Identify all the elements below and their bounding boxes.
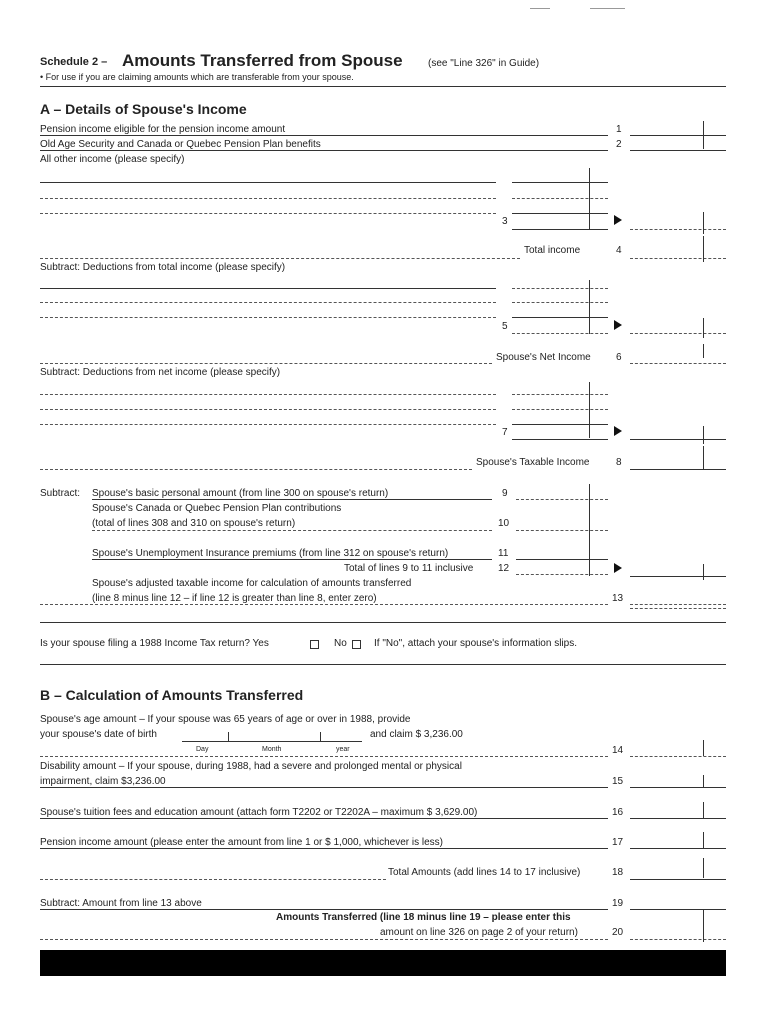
carry-over-arrow-icon [614,426,622,436]
oas-label: Old Age Security and Canada or Quebec Pension Plan benefits [40,139,321,150]
line-number-18: 18 [612,867,624,878]
line-2-input[interactable] [630,150,726,151]
cents-divider [703,426,704,444]
line-number-13: 13 [612,593,624,604]
year-caption: year [336,746,350,753]
line-3-carry-input[interactable] [630,229,726,230]
section-b-heading: B – Calculation of Amounts Transferred [40,687,304,703]
total-amounts-label: Total Amounts (add lines 14 to 17 inclusive) [388,867,581,878]
specify-line[interactable] [40,317,496,318]
specify-line[interactable] [40,302,496,303]
line-number-14: 14 [612,745,624,756]
line-20-input[interactable] [630,939,726,940]
carry-over-arrow-icon [614,215,622,225]
deduction-amount-input[interactable] [512,409,608,410]
line-5-input[interactable] [512,333,608,334]
specify-line[interactable] [40,182,496,183]
line-number-11: 11 [498,548,509,559]
deductions-net-label: Subtract: Deductions from net income (please specify) [40,367,281,378]
line-2-rule [40,150,608,151]
line-8-input[interactable] [630,469,726,470]
pension-amount-label: Pension income amount (please enter the amount from line 1 or $ 1,000, whichever is less) [40,837,443,848]
line-14-input[interactable] [630,756,726,757]
cents-divider [589,280,590,334]
header-rule [40,86,726,87]
taxable-income-rule [40,469,472,470]
total-income-label: Total income [524,245,581,256]
specify-line[interactable] [40,394,496,395]
cents-divider [703,858,704,878]
subtract-label: Subtract: [40,488,81,499]
other-income-label: All other income (please specify) [40,154,185,165]
taxable-income-label: Spouse's Taxable Income [476,457,590,468]
no-label: No [334,638,347,649]
total-9-11-label: Total of lines 9 to 11 inclusive [344,563,474,574]
cents-divider [703,212,704,234]
line-11-input[interactable] [516,559,608,560]
no-checkbox[interactable] [352,640,361,649]
line-19-input[interactable] [630,909,726,910]
amounts-transferred-note: amount on line 326 on page 2 of your return) [380,927,578,938]
line-13-double-rule [630,608,726,609]
line-10-input[interactable] [516,530,608,531]
line-number-3: 3 [502,216,508,227]
yes-checkbox[interactable] [310,640,319,649]
line-17-input[interactable] [630,848,726,849]
line-3-input[interactable] [512,229,608,230]
age-amount-label: Spouse's age amount – If your spouse was 65 years of age or over in 1988, provide [40,714,411,725]
line-6-input[interactable] [630,363,726,364]
schedule-label: Schedule 2 – [40,56,108,68]
line-12-carry-input[interactable] [630,576,726,577]
carry-over-arrow-icon [614,563,622,573]
cents-divider [703,775,704,787]
line-number-2: 2 [616,139,622,150]
net-income-label: Spouse's Net Income [496,352,591,363]
scan-mark [530,8,550,9]
cents-divider [703,910,704,942]
cents-divider [703,446,704,470]
line-9-input[interactable] [516,499,608,500]
adjusted-income-note: (line 8 minus line 12 – if line 12 is greater than line 8, enter zero) [92,593,377,604]
line-20-rule [40,939,608,940]
disability-claim-label: impairment, claim $3,236.00 [40,776,166,787]
cents-divider [703,802,704,818]
line-9-rule [92,499,492,500]
ui-premiums-label: Spouse's Unemployment Insurance premiums (from line 312 on spouse's return) [92,548,449,559]
line-number-17: 17 [612,837,624,848]
month-caption: Month [262,746,282,753]
cpp-label: Spouse's Canada or Quebec Pension Plan contributions [92,503,342,514]
line-19-rule [40,909,608,910]
line-number-6: 6 [616,352,622,363]
deduction-amount-input[interactable] [512,424,608,425]
total-income-rule [40,258,520,259]
specify-line[interactable] [40,409,496,410]
line-10-rule [92,530,492,531]
line-13-rule [40,604,608,605]
line-number-5: 5 [502,321,508,332]
date-of-birth-label: your spouse's date of birth [40,729,157,740]
amounts-transferred-label: Amounts Transferred (line 18 minus line 19 – please enter this [276,912,571,923]
pension-income-label: Pension income eligible for the pension income amount [40,124,286,135]
line-1-rule [40,135,608,136]
other-income-amount-input[interactable] [512,213,608,214]
line-1-input[interactable] [630,135,726,136]
cents-divider [703,236,704,262]
adjusted-income-label: Spouse's adjusted taxable income for calculation of amounts transferred [92,578,412,589]
date-divider [320,732,321,742]
cents-divider [703,344,704,358]
line-4-input[interactable] [630,258,726,259]
line-5-carry-input[interactable] [630,333,726,334]
line-15-input[interactable] [630,787,726,788]
filing-note: If "No", attach your spouse's information slips. [374,638,577,649]
other-income-amount-input[interactable] [512,198,608,199]
section-divider [40,622,726,623]
specify-line[interactable] [40,213,496,214]
line-number-19: 19 [612,898,624,909]
cents-divider [703,318,704,338]
basic-personal-label: Spouse's basic personal amount (from line 300 on spouse's return) [92,488,389,499]
deduction-amount-input[interactable] [512,317,608,318]
line-number-20: 20 [612,927,624,938]
cents-divider [703,832,704,848]
page-title: Amounts Transferred from Spouse [122,51,403,70]
line-number-1: 1 [616,124,622,135]
specify-line[interactable] [40,424,496,425]
line-11-rule [92,559,492,560]
line-18-rule [40,879,386,880]
line-18-input[interactable] [630,879,726,880]
section-a-heading: A – Details of Spouse's Income [40,101,247,117]
date-divider [228,732,229,742]
line-17-rule [40,848,608,849]
section-divider [40,664,726,665]
deduction-amount-input[interactable] [512,394,608,395]
header-note: • For use if you are claiming amounts which are transferable from your spouse. [40,72,354,82]
line-12-input[interactable] [516,574,608,575]
cpp-total-label: (total of lines 308 and 310 on spouse's return) [92,518,296,529]
line-number-16: 16 [612,807,624,818]
carry-over-arrow-icon [614,320,622,330]
cents-divider [589,168,590,230]
guide-reference: (see "Line 326" in Guide) [428,58,540,69]
deduction-amount-input[interactable] [512,288,608,289]
line-13-input[interactable] [630,604,726,605]
disability-label: Disability amount – If your spouse, during 1988, had a severe and prolonged mental or physical [40,761,462,772]
subtract-line-13-label: Subtract: Amount from line 13 above [40,898,202,909]
line-number-12: 12 [498,563,510,574]
line-16-input[interactable] [630,818,726,819]
cents-divider [703,740,704,756]
cents-divider [589,382,590,438]
line-number-10: 10 [498,518,510,529]
specify-line[interactable] [40,198,496,199]
line-number-7: 7 [502,427,508,438]
specify-line[interactable] [40,288,496,289]
other-income-amount-input[interactable] [512,182,608,183]
deduction-amount-input[interactable] [512,302,608,303]
deductions-total-label: Subtract: Deductions from total income (please specify) [40,262,286,273]
line-number-15: 15 [612,776,624,787]
footer-bar [40,950,726,976]
cents-divider [589,484,590,576]
cents-divider [703,564,704,580]
line-14-rule [40,756,608,757]
age-claim-label: and claim $ 3,236.00 [370,729,463,740]
cents-divider [703,121,704,149]
line-7-carry-input[interactable] [630,439,726,440]
filing-question: Is your spouse filing a 1988 Income Tax return? Yes [40,638,269,649]
line-number-8: 8 [616,457,622,468]
line-number-9: 9 [502,488,508,499]
line-number-4: 4 [616,245,622,256]
date-of-birth-input[interactable] [182,741,362,742]
scan-mark [590,8,625,9]
line-7-input[interactable] [512,439,608,440]
day-caption: Day [196,746,209,753]
tuition-label: Spouse's tuition fees and education amount (attach form T2202 or T2202A – maximum $ 3,629.00) [40,807,478,818]
net-income-rule [40,363,492,364]
line-16-rule [40,818,608,819]
line-15-rule [40,787,608,788]
